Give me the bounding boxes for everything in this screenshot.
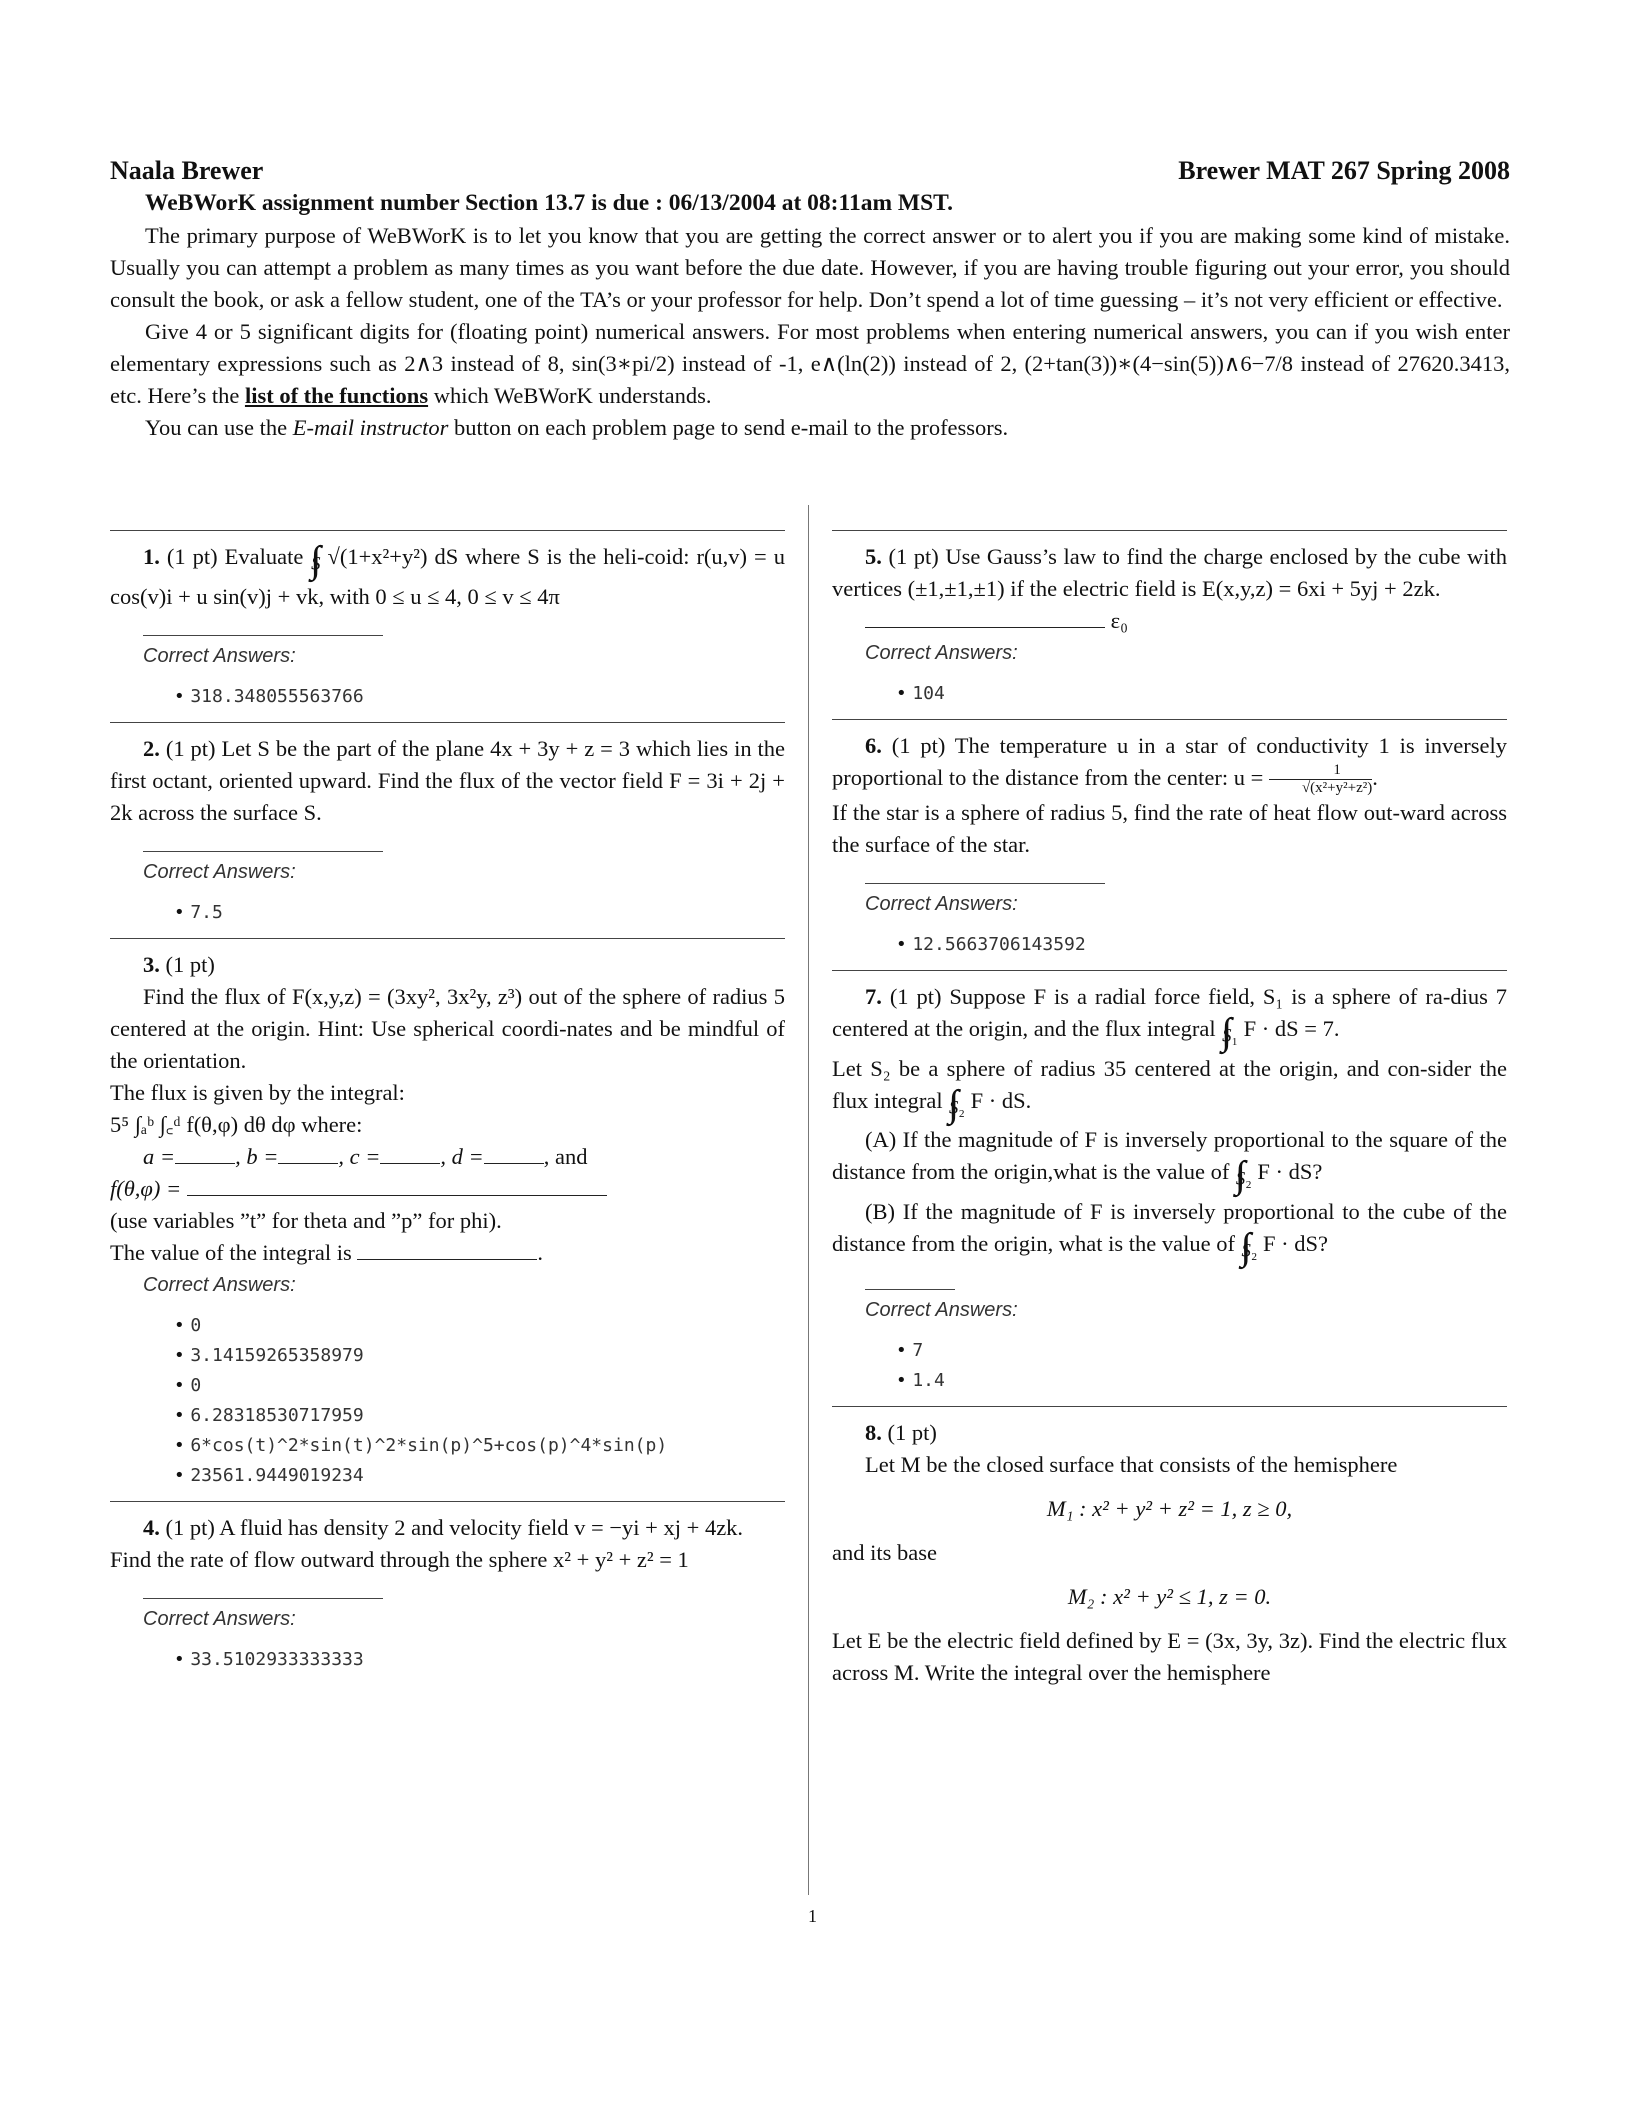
answer-item: • 7.5 [174,898,785,928]
answer-blank-c[interactable] [380,1147,440,1164]
fraction-numerator: 1 [1269,762,1372,780]
blank-label-and: , and [543,1143,588,1169]
problem-number: 4. [143,1514,160,1540]
problem-number: 2. [143,735,160,761]
value-row: The value of the integral is . [110,1239,544,1265]
f-row [110,1173,785,1205]
answer-list [110,682,785,712]
problem-text-b: Find the rate of flow outward through the sphere x² + y² + z² = 1 [110,1546,689,1572]
problem-number: 5. [865,544,882,569]
integrand: √(1+x²+y²) dS [327,544,459,569]
page-number: 1 [808,1906,817,1926]
double-integral-symbol: ∫∫ [1240,1225,1242,1268]
answer-blank[interactable] [865,611,1105,628]
correct-answers-label: Correct Answers: [143,860,296,883]
problem-number: 8. [865,1420,882,1446]
intro-paragraph-2 [110,316,1510,412]
problem-8 [832,1406,1507,1689]
integral-expr-3: F · dS? [1257,1159,1323,1185]
answer-blank-a[interactable] [175,1147,235,1164]
answer-item: • 6.28318530717959 [174,1401,785,1431]
epsilon-row [832,605,1507,637]
problem-text: where S is the heli-coid: r(u,v) = u cos(v)i + u sin(v)j + vk, with 0 ≤ u ≤ 4, 0 ≤ v ≤ 4π [110,544,785,609]
problem-2 [110,722,785,928]
answer-item: • 0 [174,1311,785,1341]
answer-blank-value[interactable] [357,1243,537,1260]
correct-answers-label: Correct Answers: [865,1299,1018,1322]
problem-points: (1 pt) Evaluate [166,544,304,569]
blank-label-c: , c = [338,1143,381,1169]
double-integral-symbol: ∫∫ [310,539,312,581]
double-integral-symbol: ∫∫ [948,1082,950,1125]
problem-5 [832,530,1507,709]
answer-rule [143,1598,383,1599]
problem-text: (1 pt) Use Gauss’s law to find the charge enclosed by the cube with vertices (±1,±1,±1) if the electric field is E(x,y,z) = 6xi + 5yj + 2zk. [832,544,1508,601]
equation-hemisphere: M₁ : x² + y² + z² = 1, z ≥ 0, [1046,1496,1293,1522]
problem-1: 1. (1 pt) Evaluate $\int\int_S$ √(1+x²+y²) dS where S is the heli-coid: r(u,v) = u cos(v)i + u sin(v)j + vk, with 0 ≤ u ≤ 4, 0 ≤ v ≤ 4π Correct Answers: • 318.348055563766 [110,530,785,712]
correct-answers-label: Correct Answers: [143,1607,296,1630]
problem-number: 6. [865,733,882,758]
intro-paragraph-1: The primary purpose of WeBWorK is to let you know that you are getting the correct answer or to alert you if you are making some kind of mistake. Usually you can attempt a problem as many times as you want before the due date. However, if you are having trouble figuring out your error, you should consult the book, or ask a fellow student, one of the TA’s or your professor for help. Don’t spend a lot of time guessing – it’s not very efficient or effective. [110,223,1510,312]
answer-blank-f[interactable] [187,1179,607,1196]
fraction [1269,762,1372,797]
problem-text-b: Let S₂ be a sphere of radius 35 centered at the origin, and con-sider the flux integral [832,1055,1507,1113]
course-title: Brewer MAT 267 Spring 2008 [1178,156,1510,185]
correct-answers-label: Correct Answers: [865,642,1018,664]
vars-note: (use variables ”t” for theta and ”p” for phi). [110,1207,502,1233]
answer-item: • 0 [174,1371,785,1401]
answer-blank-b[interactable] [278,1147,338,1164]
answer-rule [865,883,1105,884]
functions-list-link[interactable]: list of the functions [244,383,429,408]
problem-text: Find the flux of F(x,y,z) = (3xy², 3x²y, z³) out of the sphere of radius 5 centered at the origin. Hint: Use spherical coordi-nates and be mindful of the orientation. [110,983,785,1073]
problem-text: (1 pt) Suppose F is a radial force field, S₁ is a sphere of ra-dius 7 centered at the origin, and the flux integral [832,984,1507,1042]
problem-text-c: Let E be the electric field defined by E = (3x, 3y, 3z). Find the electric flux across M. Write the integral over the hemisphere [832,1628,1507,1686]
answer-item: • 7 [896,1336,1507,1366]
blank-label-a: a = [143,1143,176,1169]
correct-answers-label: Correct Answers: [143,1273,296,1296]
correct-answers-label: Correct Answers: [865,893,1018,916]
problem-7: 7. (1 pt) Suppose F is a radial force field, S₁ is a sphere of ra-dius 7 centered at the origin, and the flux integral $\int\int_{S_1}$ F · dS = 7. Let S₂ be a sphere of radius 35 centered at the origin, and con-sider the flux integral $\int\int_{S_2}$ F · dS. (A) If the magnitude of F is inversely proportional to the square of the distance from the origin,what is the value of $\int\int_{S_2}$ F · dS? (B) If the magnitude of F is inversely proportional to the cube of the distance from the origin, what is the value of $\int\int_{S_2}$ F · dS? Correct Answers: • 7 • 1.4 [832,970,1507,1396]
value-label: The value of the integral is [110,1239,352,1265]
problem-3 [110,938,785,1491]
problem-text-b: If the star is a sphere of radius 5, find the rate of heat flow out-ward across the surface of the star. [832,800,1507,858]
answer-list [832,679,1507,709]
correct-answers-label: Correct Answers: [143,644,296,667]
double-integral-symbol: ∫∫ [1235,1154,1236,1197]
problem-text: (1 pt) Let S be the part of the plane 4x + 3y + z = 3 which lies in the first octant, oriented upward. Find the flux of the vector field F = 3i + 2j + 2k across the surface S. [110,735,786,825]
integral-expr-1: F · dS = 7. [1243,1016,1340,1042]
intro-p3-text: You can use the [145,415,288,440]
answer-list [110,1645,785,1675]
email-instructor-label: E-mail instructor [292,415,449,440]
fraction-denominator: √(x²+y²+z²) [1301,780,1373,797]
intro-p2-text: Give 4 or 5 significant digits for (floating point) numerical answers. For most problems when entering numerical answers, you can if you wish enter elementary expressions such as 2∧3 instead of 8, sin(3∗pi/2) instead of -1, e∧(ln(2)) instead of 2, (2+tan(3))∗(4−sin(5))∧6−7/8 instead of 27620.3413, etc. Here’s the [110,319,1510,408]
answer-item: • 318.348055563766 [174,682,785,712]
problem-number: 3. [143,951,160,977]
column-divider [808,505,809,1895]
answer-item: • 6*cos(t)^2*sin(t)^2*sin(p)^5+cos(p)^4*sin(p) [174,1431,785,1461]
answer-rule [865,1289,955,1290]
answer-blank-d[interactable] [484,1147,544,1164]
answer-item: • 23561.9449019234 [174,1461,785,1491]
answer-rule [143,851,383,852]
answer-item: • 33.5102933333333 [174,1645,785,1675]
problem-text-c: (A) If the magnitude of F is inversely proportional to the square of the distance from the origin,what is the value of [832,1127,1507,1185]
answer-rule [143,635,383,636]
problem-points: (1 pt) [887,1420,937,1446]
problem-points: (1 pt) [165,951,215,977]
blank-label-b: , b = [235,1143,279,1169]
intro-paragraph-3 [110,412,1510,444]
intro-p3-tail: button on each problem page to send e-mail to the professors. [453,415,1009,440]
problem-text: Let M be the closed surface that consists of the hemisphere [865,1452,1398,1478]
answer-item: • 12.5663706143592 [896,930,1507,960]
problem-text: (1 pt) A fluid has density 2 and velocity field v = −yi + xj + 4zk. [165,1514,744,1540]
integral-expr-2: F · dS. [970,1087,1032,1113]
answer-list [832,930,1507,960]
f-label: f(θ,φ) = [110,1175,182,1201]
answer-item: • 104 [896,679,1507,709]
problem-text-d: (B) If the magnitude of F is inversely proportional to the cube of the distance from the origin, what is the value of [832,1198,1507,1256]
double-integral-symbol: ∫∫ [1221,1011,1223,1054]
answer-list [110,898,785,928]
due-line: WeBWorK assignment number Section 13.7 is due : 06/13/2004 at 08:11am MST. [145,190,953,216]
problem-number: 7. [865,984,882,1010]
problem-4 [110,1501,785,1675]
blank-label-d: , d = [440,1143,484,1169]
problem-text: (1 pt) The temperature u in a star of conductivity 1 is inversely proportional to the distance from the center: u = [832,733,1507,790]
right-column [832,530,1507,1699]
integral-expr-4: F · dS? [1263,1230,1329,1256]
left-column [110,530,785,1685]
answer-list [832,1336,1507,1396]
problem-number: 1. [143,544,160,569]
answer-item: • 1.4 [896,1366,1507,1396]
intro-p2-tail: which WeBWorK understands. [433,383,712,408]
problem-text-b: and its base [832,1540,937,1566]
problem-text-c: 5⁵ ∫ₐᵇ ∫꜀ᵈ f(θ,φ) dθ dφ where: [110,1111,363,1137]
intro-section [110,220,1510,444]
student-name: Naala Brewer [110,156,264,185]
epsilon-zero: ε₀ [1110,608,1128,633]
answer-list [110,1311,785,1491]
problem-6: 6. (1 pt) The temperature u in a star of conductivity 1 is inversely proportional to the distance from the center: u = $\frac{1}{\text{√(x²+y²+z²)}}$ . If the star is a sphere of radius 5, find the rate of heat flow out-ward across the surface of the star. Correct Answers: • 12.5663706143592 [832,719,1507,960]
equation-base: M₂ : x² + y² ≤ 1, z = 0. [1067,1584,1272,1610]
problem-text-b: The flux is given by the integral: [110,1079,405,1105]
answer-item: • 3.14159265358979 [174,1341,785,1371]
limits-blanks-row [110,1141,785,1173]
